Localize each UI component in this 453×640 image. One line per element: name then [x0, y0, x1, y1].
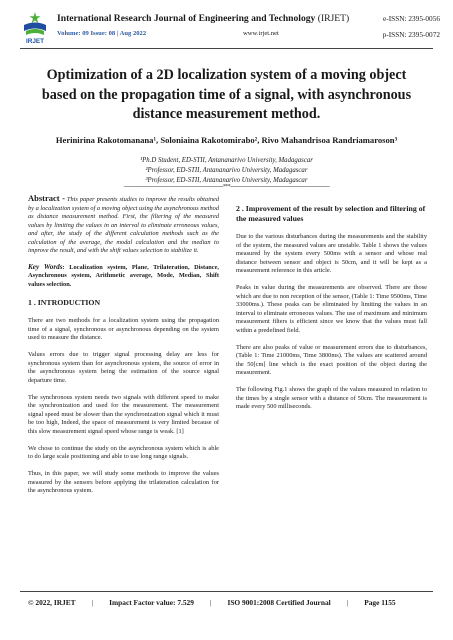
e-issn: e-ISSN: 2395-0056 [383, 14, 440, 23]
affiliation-1: ¹Ph.D Student, ED-STII, Antananarivo University, Madagascar [140, 157, 313, 164]
keywords-label: Key Words [28, 262, 63, 271]
abstract [28, 194, 219, 256]
footer-page-number: Page 1155 [364, 598, 396, 607]
right-column [236, 204, 427, 420]
section-1-paragraph: The synchronous system needs two signals with different speed to make the synchronization and used for the measurement. The measurement signal speed must be slower than the synchronization signal which it must be too high, Indeed, the space of measurement is very limited because of this slow measurement signal speed whose range is weak. [1] [28, 393, 219, 435]
irjet-logo [20, 11, 50, 45]
footer-copyright: © 2022, IRJET [28, 598, 76, 607]
volume-issue-text: Volume: 09 Issue: 08 | Aug 2022 [57, 30, 147, 37]
section-2-heading: 2 . Improvement of the result by selection and filtering of the measured values [236, 204, 426, 223]
keywords-text: : Localization system, Plane, Trilateration, Distance, Asynchronous system, Arithmetic average, Mode, Median, Shift values selection. [28, 263, 219, 288]
abstract-text: This paper presents studies to improve the results obtained by a localization system of a moving object using the asynchronous method as distance measurement method. First, the filtering of the measured values by limiting the values in an interval to eliminate erroneous values, and after, the study of the different calculation methods such as the calculation of the average, the modal calculation and the median to improve the result, and with the shift values selection to stabilize it. [28, 196, 219, 254]
left-column [28, 194, 219, 504]
p-issn: p-ISSN: 2395-0072 [382, 30, 440, 39]
footer-separator: | [209, 598, 212, 607]
section-separator: -----------------------------------------------------------------------***----------------------------------------------------------------------- [123, 184, 330, 190]
section-1-heading: 1 . INTRODUCTION [28, 298, 101, 307]
paper-title: Optimization of a 2D localization system of a moving object based on the propagation time of a signal, with asynchronous distance measurement method. [41, 67, 412, 123]
section-1-paragraph: We chose to continue the study on the asynchronous system which is able to do large scale positioning and able to use long range signals. [28, 444, 219, 460]
abstract-label: Abstract - [28, 193, 65, 203]
section-2-paragraph: Peaks in value during the measurements are observed. There are those which are due to non reception of the sensor, (Table 1: Time 9500ms, Time 33000ms.). These peaks can be eliminated by limiting the values in an interval to eliminate erroneous values. The use of maximum and minimum measurement filters is efficient since we know that the values must fall within a predefined field. [236, 284, 427, 334]
journal-website[interactable]: www.irjet.net [243, 30, 279, 37]
journal-header [20, 10, 440, 46]
section-1-paragraph: Thus, in this paper, we will study some methods to improve the values measured by the sensors before applying the trilateration calculation for the asynchronous system. [28, 470, 219, 494]
section-2-paragraph: The following Fig.1 shows the graph of the values measured in relation to the times by a single sensor with a distance of 50cm. The measurement is made every 500 milliseconds. [236, 386, 427, 410]
journal-abbr: (IRJET) [317, 13, 350, 24]
author-list: Herinirina Rakotomanana¹, Soloniaina Rakotomirabo², Rivo Mahandrisoa Randriamaroson³ [55, 135, 398, 145]
page-footer [28, 598, 428, 607]
journal-name: International Research Journal of Engineering and Technology [57, 13, 316, 24]
volume-issue [57, 30, 146, 37]
footer-impact-factor: Impact Factor value: 7.529 [109, 598, 194, 607]
footer-divider [20, 591, 433, 592]
logo-text: IRJET [25, 38, 45, 45]
section-2-paragraph: Due to the various disturbances during the measurements and the stability of the system, the measured values are unstable. Table 1 shows the values measured by the system every 500ms with a sensor and whose real distance between sensor and object is 50cm, and it will be kept as a measurement reference in this article. [236, 233, 427, 274]
footer-separator: | [91, 598, 94, 607]
journal-name-line [57, 13, 349, 24]
affiliation-3: ³Professor, ED-STII, Antananarivo University, Madagascar [145, 176, 308, 184]
affiliation-2: ²Professor, ED-STII, Antananarivo University, Madagascar [145, 166, 308, 174]
section-1-paragraph: Values errors due to trigger signal processing delay are less for synchronous system than for asynchronous system, the source of error in the asynchronous system being the estimation of the source signal departure time. [28, 351, 219, 384]
keywords [28, 263, 219, 290]
header-divider [20, 48, 433, 49]
footer-iso: ISO 9001:2008 Certified Journal [227, 598, 331, 607]
footer-separator: | [346, 598, 349, 607]
affiliations [20, 156, 433, 185]
section-1-paragraph: There are two methods for a localization system using the propagation time of a signal, synchronous or asynchronous depending on the system used to measure the distance. [28, 317, 219, 341]
section-2-paragraph: There are also peaks of value or measurement errors due to disturbances, (Table 1: Time 21000ms, Time 3800ms). The values are scattered around the 50[cm] line which is the exact position of the object during the measurement. [236, 343, 427, 376]
